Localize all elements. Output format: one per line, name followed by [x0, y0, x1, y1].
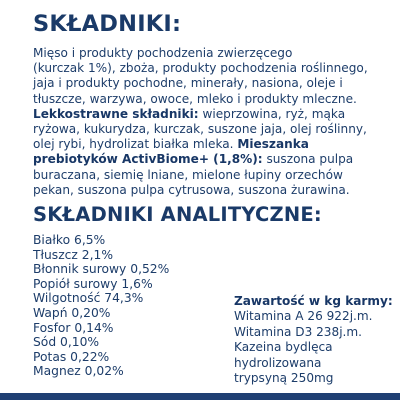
ingredients-text-run: olej rybi, hydrolizat białka mleka.	[33, 137, 238, 152]
vitamin-item: Kazeina bydlęca	[234, 340, 333, 355]
ingredients-line	[33, 61, 383, 76]
ingredients-line	[33, 168, 383, 183]
ingredients-line	[33, 137, 383, 152]
analytical-item: Fosfor 0,14%	[33, 320, 114, 335]
ingredients-text-run: ryżowa, kukurydza, kurczak, suszone jaja, olej roślinny,	[33, 121, 367, 136]
ingredients-text-run: wieprzowina, ryż, mąka	[198, 106, 346, 121]
ingredients-line	[33, 46, 383, 61]
vitamin-item: hydrolizowana	[234, 355, 322, 370]
ingredients-text-run: Mięso i produkty pochodzenia zwierzęcego	[33, 46, 293, 60]
vitamin-item: Witamina D3 238j.m.	[234, 324, 363, 339]
analytical-ingredients-heading: SKŁADNIKI ANALITYCZNE:	[33, 203, 322, 226]
ingredients-bold-text: Lekkostrawne składniki:	[33, 106, 199, 121]
analytical-item: Wapń 0,20%	[33, 305, 111, 320]
analytical-item: Wilgotność 74,3%	[33, 291, 144, 306]
ingredients-text-run: suszona pulpa	[262, 152, 354, 167]
analytical-item: Białko 6,5%	[33, 233, 106, 247]
ingredients-line	[33, 152, 383, 167]
ingredients-line	[33, 92, 383, 107]
ingredients-line	[33, 107, 383, 122]
bottom-bar	[0, 393, 400, 400]
ingredients-text-run: jaja i produkty pochodne, minerały, nasiona, oleje i	[33, 76, 343, 91]
ingredients-text-run: (kurczak 1%), zboża, produkty pochodzenia roślinnego,	[33, 61, 368, 76]
ingredients-bold-text: prebiotyków ActivBiome+ (1,8%):	[33, 152, 263, 167]
ingredients-line	[33, 122, 383, 137]
vitamin-content-title: Zawartość w kg karmy:	[234, 294, 393, 308]
ingredients-text-run: pekan, suszona pulpa cytrusowa, suszona żurawina.	[33, 182, 350, 197]
analytical-item: Sód 0,10%	[33, 335, 100, 350]
analytical-item: Magnez 0,02%	[33, 364, 124, 379]
ingredients-text	[33, 46, 383, 198]
vitamin-item: trypsyną 250mg	[234, 370, 334, 385]
vitamin-content-list	[234, 309, 393, 386]
analytical-item: Popiół surowy 1,6%	[33, 276, 153, 291]
vitamin-content-block	[234, 294, 393, 386]
ingredients-line	[33, 76, 383, 91]
ingredients-text-run: tłuszcze, warzywa, owoce, mleko i produkty mleczne.	[33, 91, 357, 106]
analytical-item: Tłuszcz 2,1%	[33, 247, 114, 262]
ingredients-heading: SKŁADNIKI:	[33, 11, 182, 37]
analytical-list	[33, 233, 169, 379]
ingredients-text-run: buraczana, siemię lniane, mielone łupiny orzechów	[33, 167, 343, 182]
ingredients-line	[33, 183, 383, 198]
ingredients-bold-text: Mieszanka	[237, 137, 309, 152]
vitamin-item: Witamina A 26 922j.m.	[234, 309, 373, 324]
analytical-item: Błonnik surowy 0,52%	[33, 262, 170, 277]
analytical-item: Potas 0,22%	[33, 349, 110, 364]
